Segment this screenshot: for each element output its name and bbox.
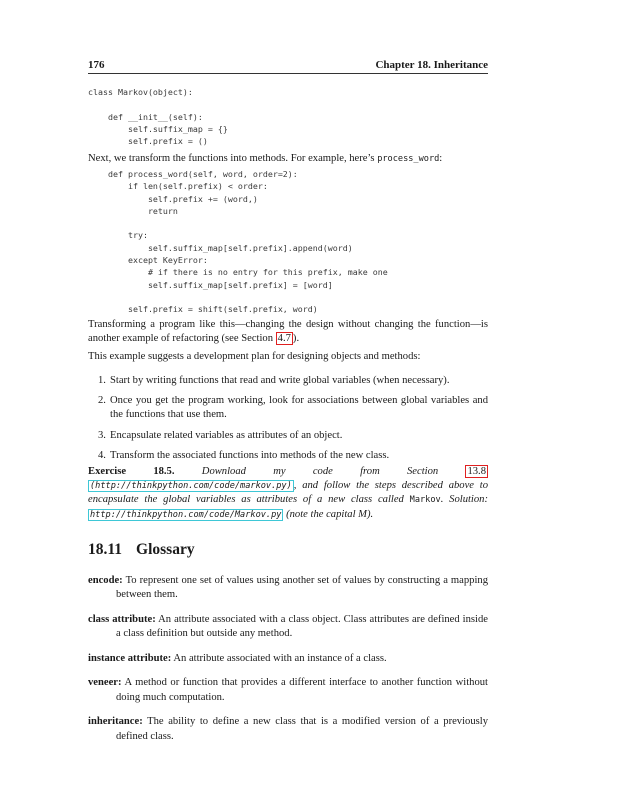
chapter-title: Chapter 18. Inheritance (375, 59, 488, 71)
development-plan-list (88, 374, 488, 469)
page-number: 176 (88, 59, 105, 71)
section-title: Glossary (136, 541, 195, 558)
paragraph-refactoring: Transforming a program like this—changing the design without changing the function—is another example of refactoring (see Section 4.7 ). (88, 319, 488, 345)
glossary-entry (88, 652, 488, 666)
glossary-term: inheritance: (88, 716, 143, 728)
inline-code-markov: Markov (409, 495, 441, 506)
glossary-definition: An attribute associated with an instance of a class. (173, 652, 387, 664)
glossary-definition: The ability to define a new class that is a modified version of a previously defined class. (116, 716, 488, 742)
section-number: 18.11 (88, 541, 123, 558)
glossary-term: veneer: (88, 677, 122, 689)
inline-code-process-word: process_word (377, 154, 440, 164)
glossary-term: encode: (88, 574, 123, 586)
glossary-entry (88, 574, 488, 602)
paragraph-text: Next, we transform the functions into methods. For example, here’s (88, 153, 378, 164)
code-block-process-word: def process_word(self, word, order=2): if len(self.prefix) < order: self.prefix += (word,) return try: self.suffix_map[self.prefix].append(word) except KeyError: # if there is no entry for this prefix, make one self.suffix_map[self.prefix] = [word] self.prefix = shift(self.prefix, word) (107, 169, 388, 315)
markov-code-url-link[interactable]: (http://thinkpython.com/code/markov.py) (90, 481, 292, 492)
glossary-list (88, 563, 488, 752)
list-item: 2. Once you get the program working, look for associations between global variables and the functions that use them. (98, 395, 488, 421)
list-item: 4. Transform the associated functions into methods of the new class. (98, 449, 390, 461)
glossary-definition: A method or function that provides a different interface to another function without doing much computation. (116, 677, 488, 703)
section-heading-glossary (88, 541, 195, 559)
glossary-entry (88, 613, 488, 641)
glossary-entry (88, 676, 488, 704)
glossary-term: instance attribute: (88, 652, 172, 664)
exercise-18-5: Exercise 18.5. Download my code from Section 13.8 (http://thinkpython.com/code/markov.py) , and follow the steps described above to encapsulate the global variables as attributes of a new class called Markov. Solution: http://thinkpython.com/code/Markov.py (note the capital M). (88, 466, 489, 520)
exercise-label: Exercise 18.5. (88, 466, 175, 477)
glossary-term: class attribute: (88, 613, 156, 625)
glossary-definition: To represent one set of values using another set of values by constructing a mapping between them. (116, 574, 488, 600)
glossary-entry (88, 715, 488, 743)
paragraph-development-plan: This example suggests a development plan for designing objects and methods: (88, 351, 421, 362)
list-item: 3. Encapsulate related variables as attributes of an object. (98, 429, 343, 441)
list-item: 1. Start by writing functions that read and write global variables (when necessary). (98, 375, 450, 386)
section-link-4-7[interactable]: 4.7 (277, 333, 291, 345)
page-header (88, 59, 488, 74)
code-block-markov-class: class Markov(object): def __init__(self): self.suffix_map = {} self.prefix = () (88, 87, 228, 147)
section-link-13-8[interactable]: 13.8 (467, 466, 486, 477)
glossary-definition: An attribute associated with a class object. Class attributes are defined inside a class definition but outside any method. (116, 613, 488, 639)
paragraph-transform-intro: Next, we transform the functions into methods. For example, here’s process_word: (88, 153, 443, 164)
solution-url-link[interactable]: http://thinkpython.com/code/Markov.py (90, 509, 282, 520)
